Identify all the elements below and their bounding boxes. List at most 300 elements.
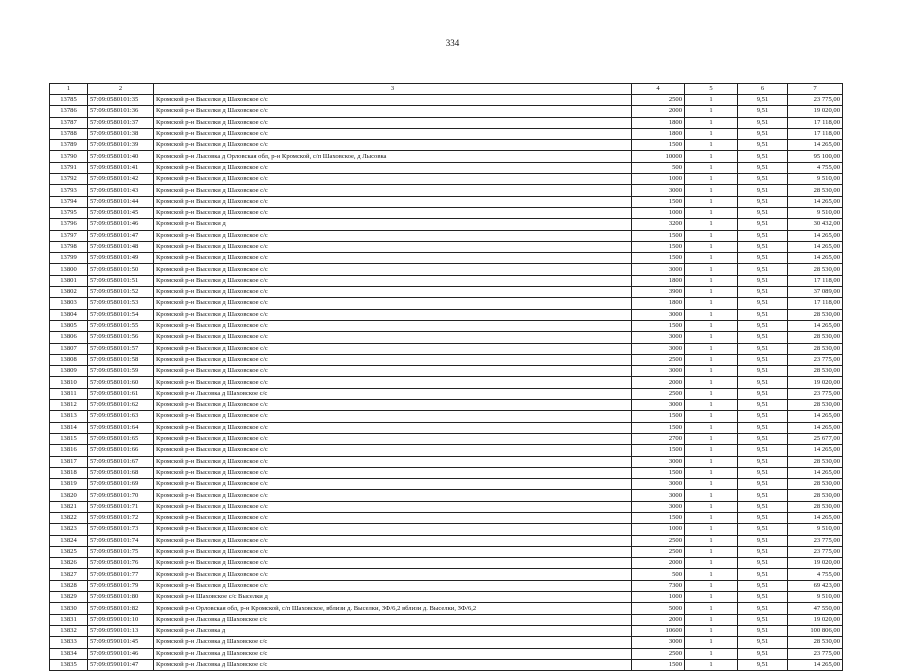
address-cell: Кромской р-н Лысовка д Шаховское с/с <box>154 648 632 659</box>
address-cell: Кромской р-н Выселки д Шаховское с/с <box>154 479 632 490</box>
area-cell: 2000 <box>632 377 685 388</box>
total-cell: 14 265,00 <box>788 253 843 264</box>
quantity-cell: 1 <box>685 241 738 252</box>
row-number-cell: 13822 <box>50 512 88 523</box>
row-number-cell: 13786 <box>50 106 88 117</box>
row-number-cell: 13797 <box>50 230 88 241</box>
address-cell: Кромской р-н Выселки д Шаховское с/с <box>154 580 632 591</box>
cadastral-number-cell: 57:09:0580101:75 <box>88 546 154 557</box>
area-cell: 3000 <box>632 479 685 490</box>
area-cell: 500 <box>632 162 685 173</box>
table-row <box>50 490 843 501</box>
cadastral-number-cell: 57:09:0580101:52 <box>88 287 154 298</box>
address-cell: Кромской р-н Выселки д Шаховское с/с <box>154 298 632 309</box>
quantity-cell: 1 <box>685 637 738 648</box>
area-cell: 5000 <box>632 603 685 614</box>
cadastral-number-cell: 57:09:0590101:45 <box>88 637 154 648</box>
cadastral-number-cell: 57:09:0580101:51 <box>88 275 154 286</box>
address-cell: Кромской р-н Шаховское с/с Выселки д <box>154 592 632 603</box>
rate-cell: 9,51 <box>738 174 788 185</box>
cadastral-number-cell: 57:09:0580101:42 <box>88 174 154 185</box>
table-row <box>50 253 843 264</box>
rate-cell: 9,51 <box>738 411 788 422</box>
total-cell: 14 265,00 <box>788 241 843 252</box>
rate-cell: 9,51 <box>738 320 788 331</box>
table-row <box>50 140 843 151</box>
quantity-cell: 1 <box>685 659 738 670</box>
address-cell: Кромской р-н Выселки д Шаховское с/с <box>154 117 632 128</box>
table-row <box>50 445 843 456</box>
area-cell: 2000 <box>632 614 685 625</box>
row-number-cell: 13831 <box>50 614 88 625</box>
address-cell: Кромской р-н Лысовка д Шаховское с/с <box>154 614 632 625</box>
table-row <box>50 467 843 478</box>
row-number-cell: 13799 <box>50 253 88 264</box>
area-cell: 2500 <box>632 354 685 365</box>
rate-cell: 9,51 <box>738 580 788 591</box>
column-header: 5 <box>685 84 738 95</box>
rate-cell: 9,51 <box>738 625 788 636</box>
total-cell: 23 775,00 <box>788 546 843 557</box>
total-cell: 28 530,00 <box>788 490 843 501</box>
row-number-cell: 13793 <box>50 185 88 196</box>
table-row <box>50 524 843 535</box>
total-cell: 9 510,00 <box>788 592 843 603</box>
quantity-cell: 1 <box>685 535 738 546</box>
row-number-cell: 13810 <box>50 377 88 388</box>
rate-cell: 9,51 <box>738 479 788 490</box>
column-header: 7 <box>788 84 843 95</box>
cadastral-number-cell: 57:09:0580101:39 <box>88 140 154 151</box>
area-cell: 1500 <box>632 467 685 478</box>
rate-cell: 9,51 <box>738 490 788 501</box>
address-cell: Кромской р-н Выселки д Шаховское с/с <box>154 535 632 546</box>
rate-cell: 9,51 <box>738 185 788 196</box>
row-number-cell: 13788 <box>50 128 88 139</box>
area-cell: 3000 <box>632 332 685 343</box>
row-number-cell: 13812 <box>50 400 88 411</box>
total-cell: 28 530,00 <box>788 400 843 411</box>
quantity-cell: 1 <box>685 287 738 298</box>
cadastral-number-cell: 57:09:0580101:76 <box>88 558 154 569</box>
rate-cell: 9,51 <box>738 253 788 264</box>
rate-cell: 9,51 <box>738 354 788 365</box>
table-row <box>50 569 843 580</box>
table-row <box>50 320 843 331</box>
table-row <box>50 512 843 523</box>
address-cell: Кромской р-н Лысовка д Орловская обл, р-н Кромской, с/п Шаховское, д Лысовка <box>154 151 632 162</box>
address-cell: Кромской р-н Выселки д Шаховское с/с <box>154 569 632 580</box>
rate-cell: 9,51 <box>738 569 788 580</box>
total-cell: 69 423,00 <box>788 580 843 591</box>
quantity-cell: 1 <box>685 490 738 501</box>
cadastral-number-cell: 57:09:0580101:47 <box>88 230 154 241</box>
column-header: 4 <box>632 84 685 95</box>
address-cell: Кромской р-н Выселки д Шаховское с/с <box>154 230 632 241</box>
address-cell: Кромской р-н Выселки д Шаховское с/с <box>154 411 632 422</box>
table-row <box>50 162 843 173</box>
quantity-cell: 1 <box>685 174 738 185</box>
area-cell: 3000 <box>632 456 685 467</box>
address-cell: Кромской р-н Выселки д Шаховское с/с <box>154 377 632 388</box>
area-cell: 2500 <box>632 546 685 557</box>
quantity-cell: 1 <box>685 185 738 196</box>
cadastral-number-cell: 57:09:0580101:57 <box>88 343 154 354</box>
table-row <box>50 546 843 557</box>
total-cell: 23 775,00 <box>788 648 843 659</box>
table-row <box>50 501 843 512</box>
total-cell: 14 265,00 <box>788 512 843 523</box>
area-cell: 3000 <box>632 490 685 501</box>
quantity-cell: 1 <box>685 207 738 218</box>
row-number-cell: 13835 <box>50 659 88 670</box>
row-number-cell: 13821 <box>50 501 88 512</box>
total-cell: 9 510,00 <box>788 524 843 535</box>
quantity-cell: 1 <box>685 343 738 354</box>
total-cell: 28 530,00 <box>788 185 843 196</box>
quantity-cell: 1 <box>685 648 738 659</box>
rate-cell: 9,51 <box>738 219 788 230</box>
area-cell: 1500 <box>632 230 685 241</box>
rate-cell: 9,51 <box>738 95 788 106</box>
rate-cell: 9,51 <box>738 400 788 411</box>
quantity-cell: 1 <box>685 400 738 411</box>
quantity-cell: 1 <box>685 580 738 591</box>
total-cell: 28 530,00 <box>788 456 843 467</box>
total-cell: 17 118,00 <box>788 298 843 309</box>
cadastral-number-cell: 57:09:0580101:43 <box>88 185 154 196</box>
area-cell: 3000 <box>632 309 685 320</box>
quantity-cell: 1 <box>685 558 738 569</box>
table-row <box>50 298 843 309</box>
cadastral-number-cell: 57:09:0580101:77 <box>88 569 154 580</box>
area-cell: 1500 <box>632 140 685 151</box>
table-row <box>50 648 843 659</box>
quantity-cell: 1 <box>685 501 738 512</box>
area-cell: 2000 <box>632 106 685 117</box>
total-cell: 28 530,00 <box>788 343 843 354</box>
rate-cell: 9,51 <box>738 151 788 162</box>
quantity-cell: 1 <box>685 298 738 309</box>
row-number-cell: 13818 <box>50 467 88 478</box>
rate-cell: 9,51 <box>738 230 788 241</box>
address-cell: Кромской р-н Лысовка д Шаховское с/с <box>154 659 632 670</box>
row-number-cell: 13804 <box>50 309 88 320</box>
cadastral-number-cell: 57:09:0580101:37 <box>88 117 154 128</box>
rate-cell: 9,51 <box>738 467 788 478</box>
quantity-cell: 1 <box>685 411 738 422</box>
total-cell: 17 118,00 <box>788 128 843 139</box>
total-cell: 28 530,00 <box>788 637 843 648</box>
address-cell: Кромской р-н Выселки д Шаховское с/с <box>154 467 632 478</box>
row-number-cell: 13834 <box>50 648 88 659</box>
quantity-cell: 1 <box>685 332 738 343</box>
total-cell: 95 100,00 <box>788 151 843 162</box>
total-cell: 14 265,00 <box>788 320 843 331</box>
table-row <box>50 377 843 388</box>
quantity-cell: 1 <box>685 106 738 117</box>
area-cell: 1500 <box>632 659 685 670</box>
quantity-cell: 1 <box>685 592 738 603</box>
table-row <box>50 275 843 286</box>
area-cell: 3000 <box>632 400 685 411</box>
cadastral-number-cell: 57:09:0580101:79 <box>88 580 154 591</box>
cadastral-number-cell: 57:09:0580101:65 <box>88 433 154 444</box>
area-cell: 1800 <box>632 275 685 286</box>
quantity-cell: 1 <box>685 456 738 467</box>
cadastral-number-cell: 57:09:0580101:64 <box>88 422 154 433</box>
total-cell: 17 118,00 <box>788 275 843 286</box>
quantity-cell: 1 <box>685 230 738 241</box>
quantity-cell: 1 <box>685 151 738 162</box>
area-cell: 2500 <box>632 535 685 546</box>
cadastral-number-cell: 57:09:0580101:40 <box>88 151 154 162</box>
column-header: 1 <box>50 84 88 95</box>
cadastral-number-cell: 57:09:0590101:10 <box>88 614 154 625</box>
row-number-cell: 13826 <box>50 558 88 569</box>
total-cell: 23 775,00 <box>788 388 843 399</box>
total-cell: 4 755,00 <box>788 569 843 580</box>
rate-cell: 9,51 <box>738 592 788 603</box>
total-cell: 19 020,00 <box>788 106 843 117</box>
total-cell: 28 530,00 <box>788 332 843 343</box>
quantity-cell: 1 <box>685 95 738 106</box>
area-cell: 10600 <box>632 625 685 636</box>
address-cell: Кромской р-н Выселки д Шаховское с/с <box>154 366 632 377</box>
total-cell: 14 265,00 <box>788 411 843 422</box>
row-number-cell: 13802 <box>50 287 88 298</box>
row-number-cell: 13789 <box>50 140 88 151</box>
area-cell: 1000 <box>632 207 685 218</box>
address-cell: Кромской р-н Выселки д Шаховское с/с <box>154 512 632 523</box>
quantity-cell: 1 <box>685 377 738 388</box>
total-cell: 25 677,00 <box>788 433 843 444</box>
address-cell: Кромской р-н Выселки д Шаховское с/с <box>154 332 632 343</box>
cadastral-number-cell: 57:09:0590101:47 <box>88 659 154 670</box>
quantity-cell: 1 <box>685 354 738 365</box>
row-number-cell: 13832 <box>50 625 88 636</box>
rate-cell: 9,51 <box>738 287 788 298</box>
quantity-cell: 1 <box>685 569 738 580</box>
area-cell: 2500 <box>632 388 685 399</box>
table-row <box>50 128 843 139</box>
address-cell: Кромской р-н Выселки д Шаховское с/с <box>154 320 632 331</box>
cadastral-number-cell: 57:09:0580101:58 <box>88 354 154 365</box>
cadastral-number-cell: 57:09:0580101:46 <box>88 219 154 230</box>
address-cell: Кромской р-н Выселки д Шаховское с/с <box>154 309 632 320</box>
rate-cell: 9,51 <box>738 512 788 523</box>
rate-cell: 9,51 <box>738 388 788 399</box>
total-cell: 14 265,00 <box>788 230 843 241</box>
rate-cell: 9,51 <box>738 309 788 320</box>
cadastral-number-cell: 57:09:0580101:53 <box>88 298 154 309</box>
table-row <box>50 117 843 128</box>
cadastral-number-cell: 57:09:0580101:56 <box>88 332 154 343</box>
row-number-cell: 13800 <box>50 264 88 275</box>
table-row <box>50 185 843 196</box>
area-cell: 3200 <box>632 219 685 230</box>
total-cell: 19 020,00 <box>788 377 843 388</box>
rate-cell: 9,51 <box>738 207 788 218</box>
area-cell: 1500 <box>632 411 685 422</box>
row-number-cell: 13796 <box>50 219 88 230</box>
table-row <box>50 433 843 444</box>
rate-cell: 9,51 <box>738 422 788 433</box>
table-row <box>50 309 843 320</box>
quantity-cell: 1 <box>685 546 738 557</box>
cadastral-number-cell: 57:09:0580101:44 <box>88 196 154 207</box>
address-cell: Кромской р-н Выселки д Шаховское с/с <box>154 343 632 354</box>
rate-cell: 9,51 <box>738 535 788 546</box>
table-row <box>50 196 843 207</box>
cadastral-number-cell: 57:09:0580101:70 <box>88 490 154 501</box>
row-number-cell: 13791 <box>50 162 88 173</box>
total-cell: 14 265,00 <box>788 467 843 478</box>
table-row <box>50 659 843 670</box>
total-cell: 23 775,00 <box>788 535 843 546</box>
area-cell: 1500 <box>632 512 685 523</box>
quantity-cell: 1 <box>685 614 738 625</box>
cadastral-number-cell: 57:09:0580101:72 <box>88 512 154 523</box>
address-cell: Кромской р-н Выселки д Шаховское с/с <box>154 128 632 139</box>
row-number-cell: 13801 <box>50 275 88 286</box>
area-cell: 3000 <box>632 501 685 512</box>
area-cell: 1800 <box>632 128 685 139</box>
quantity-cell: 1 <box>685 445 738 456</box>
total-cell: 19 020,00 <box>788 614 843 625</box>
row-number-cell: 13829 <box>50 592 88 603</box>
table-row <box>50 106 843 117</box>
area-cell: 1800 <box>632 117 685 128</box>
address-cell: Кромской р-н Выселки д Шаховское с/с <box>154 490 632 501</box>
quantity-cell: 1 <box>685 253 738 264</box>
table-row <box>50 241 843 252</box>
row-number-cell: 13817 <box>50 456 88 467</box>
address-cell: Кромской р-н Лысовка д Шаховское с/с <box>154 388 632 399</box>
address-cell: Кромской р-н Выселки д Шаховское с/с <box>154 241 632 252</box>
area-cell: 1000 <box>632 174 685 185</box>
cadastral-number-cell: 57:09:0580101:38 <box>88 128 154 139</box>
area-cell: 1500 <box>632 241 685 252</box>
address-cell: Кромской р-н Выселки д Шаховское с/с <box>154 162 632 173</box>
cadastral-number-cell: 57:09:0580101:45 <box>88 207 154 218</box>
table-row <box>50 603 843 614</box>
row-number-cell: 13795 <box>50 207 88 218</box>
total-cell: 19 020,00 <box>788 558 843 569</box>
column-header: 6 <box>738 84 788 95</box>
rate-cell: 9,51 <box>738 524 788 535</box>
rate-cell: 9,51 <box>738 433 788 444</box>
area-cell: 2500 <box>632 95 685 106</box>
rate-cell: 9,51 <box>738 140 788 151</box>
table-row <box>50 95 843 106</box>
cadastral-number-cell: 57:09:0580101:54 <box>88 309 154 320</box>
row-number-cell: 13805 <box>50 320 88 331</box>
total-cell: 14 265,00 <box>788 422 843 433</box>
total-cell: 100 806,00 <box>788 625 843 636</box>
rate-cell: 9,51 <box>738 377 788 388</box>
area-cell: 3000 <box>632 185 685 196</box>
total-cell: 14 265,00 <box>788 445 843 456</box>
rate-cell: 9,51 <box>738 162 788 173</box>
cadastral-number-cell: 57:09:0580101:60 <box>88 377 154 388</box>
address-cell: Кромской р-н Выселки д Шаховское с/с <box>154 264 632 275</box>
area-cell: 500 <box>632 569 685 580</box>
address-cell: Кромской р-н Выселки д Шаховское с/с <box>154 106 632 117</box>
rate-cell: 9,51 <box>738 648 788 659</box>
table-row <box>50 535 843 546</box>
row-number-cell: 13790 <box>50 151 88 162</box>
cadastral-number-cell: 57:09:0580101:35 <box>88 95 154 106</box>
rate-cell: 9,51 <box>738 264 788 275</box>
address-cell: Кромской р-н Выселки д Шаховское с/с <box>154 185 632 196</box>
table-row <box>50 151 843 162</box>
area-cell: 1500 <box>632 253 685 264</box>
address-cell: Кромской р-н Выселки д Шаховское с/с <box>154 445 632 456</box>
area-cell: 1500 <box>632 445 685 456</box>
rate-cell: 9,51 <box>738 546 788 557</box>
total-cell: 28 530,00 <box>788 309 843 320</box>
area-cell: 10000 <box>632 151 685 162</box>
address-cell: Кромской р-н Выселки д Шаховское с/с <box>154 275 632 286</box>
cadastral-number-cell: 57:09:0590101:46 <box>88 648 154 659</box>
rate-cell: 9,51 <box>738 128 788 139</box>
rate-cell: 9,51 <box>738 298 788 309</box>
address-cell: Кромской р-н Выселки д Шаховское с/с <box>154 558 632 569</box>
rate-cell: 9,51 <box>738 603 788 614</box>
column-header: 2 <box>88 84 154 95</box>
rate-cell: 9,51 <box>738 343 788 354</box>
address-cell: Кромской р-н Выселки д Шаховское с/с <box>154 524 632 535</box>
total-cell: 9 510,00 <box>788 207 843 218</box>
rate-cell: 9,51 <box>738 332 788 343</box>
row-number-cell: 13819 <box>50 479 88 490</box>
total-cell: 28 530,00 <box>788 479 843 490</box>
total-cell: 14 265,00 <box>788 659 843 670</box>
address-cell: Кромской р-н Выселки д Шаховское с/с <box>154 456 632 467</box>
quantity-cell: 1 <box>685 512 738 523</box>
address-cell: Кромской р-н Выселки д Шаховское с/с <box>154 354 632 365</box>
table-row <box>50 287 843 298</box>
quantity-cell: 1 <box>685 479 738 490</box>
table-row <box>50 230 843 241</box>
table-body <box>50 95 843 671</box>
address-cell: Кромской р-н Выселки д <box>154 219 632 230</box>
quantity-cell: 1 <box>685 117 738 128</box>
row-number-cell: 13798 <box>50 241 88 252</box>
area-cell: 3000 <box>632 343 685 354</box>
area-cell: 1000 <box>632 592 685 603</box>
table-row <box>50 366 843 377</box>
cadastral-number-cell: 57:09:0580101:55 <box>88 320 154 331</box>
address-cell: Кромской р-н Лысовка д Шаховское с/с <box>154 637 632 648</box>
total-cell: 47 550,00 <box>788 603 843 614</box>
rate-cell: 9,51 <box>738 366 788 377</box>
table-row <box>50 332 843 343</box>
table-row <box>50 456 843 467</box>
total-cell: 14 265,00 <box>788 140 843 151</box>
address-cell: Кромской р-н Выселки д Шаховское с/с <box>154 433 632 444</box>
area-cell: 1500 <box>632 422 685 433</box>
total-cell: 30 432,00 <box>788 219 843 230</box>
table-row <box>50 625 843 636</box>
total-cell: 9 510,00 <box>788 174 843 185</box>
cadastral-number-cell: 57:09:0580101:74 <box>88 535 154 546</box>
row-number-cell: 13792 <box>50 174 88 185</box>
area-cell: 1800 <box>632 298 685 309</box>
quantity-cell: 1 <box>685 140 738 151</box>
cadastral-number-cell: 57:09:0590101:13 <box>88 625 154 636</box>
